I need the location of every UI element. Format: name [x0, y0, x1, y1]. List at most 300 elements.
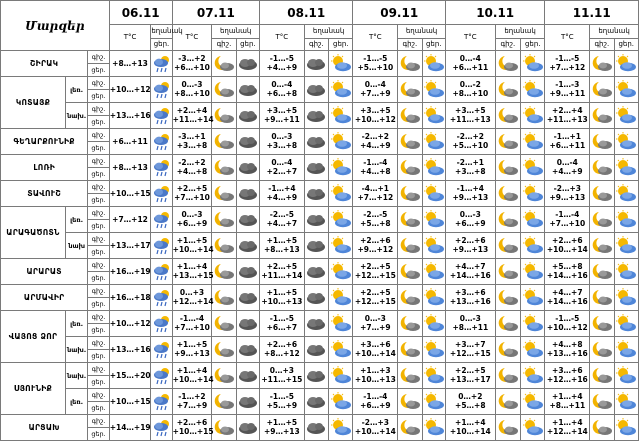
day-temperature: +4…+9	[266, 193, 298, 203]
sun-cloud-icon	[614, 207, 638, 233]
night-temperature: -1…+4	[268, 184, 296, 194]
night-label: գիշ.	[495, 39, 520, 51]
sun-cloud-icon	[521, 259, 545, 285]
sun-cloud-icon	[329, 389, 353, 415]
temperature-cell	[445, 155, 495, 181]
temperature-cell	[172, 233, 212, 259]
weather-header: եղանակ	[495, 25, 545, 39]
day-temperature: +16…+18	[109, 292, 151, 302]
temperature-cell	[109, 311, 151, 337]
day-temperature: +7…+9	[360, 89, 391, 99]
temperature-cell	[353, 311, 398, 337]
sun-cloud-icon	[422, 389, 445, 415]
sun-cloud-icon	[614, 415, 638, 441]
night-temperature: +1…+5	[266, 418, 298, 428]
moon-cloud-icon	[398, 207, 422, 233]
sun-cloud-icon	[329, 233, 353, 259]
table-row	[1, 207, 639, 220]
night-temperature: -1…-5	[555, 54, 580, 64]
day-temperature: +15…+20	[109, 370, 151, 380]
sun-cloud-icon	[521, 77, 545, 103]
night-temperature: -2…+2	[178, 158, 206, 168]
temperature-cell	[353, 129, 398, 155]
dark-cloud-icon	[236, 311, 259, 337]
day-temperature: +7…+9	[176, 401, 208, 411]
dark-cloud-icon	[304, 103, 328, 129]
night-temperature: +2…+6	[552, 236, 583, 246]
table-row	[1, 337, 639, 350]
sub-region-label: լեռ.	[66, 77, 88, 103]
temperature-cell	[445, 337, 495, 363]
temperature-cell	[353, 389, 398, 415]
night-label: գիշ.	[88, 311, 109, 324]
sun-cloud-icon	[422, 51, 445, 77]
dark-cloud-icon	[236, 415, 259, 441]
moon-cloud-icon	[398, 129, 422, 155]
table-row	[1, 233, 639, 246]
day-temperature: +11…+13	[546, 115, 588, 125]
dark-cloud-icon	[304, 363, 328, 389]
region-name: ՇԻՐԱԿ	[1, 51, 88, 77]
night-temperature: 0…+3	[179, 288, 205, 298]
temperature-header: T°C	[109, 25, 151, 51]
moon-cloud-icon	[212, 363, 236, 389]
day-label: ցեր.	[422, 39, 445, 51]
day-temperature: +8…+13	[264, 245, 300, 255]
temperature-cell	[260, 285, 305, 311]
day-temperature: +14…+16	[449, 271, 491, 281]
moon-cloud-icon	[495, 233, 520, 259]
moon-cloud-icon	[590, 207, 614, 233]
sun-cloud-icon	[329, 363, 353, 389]
sun-cloud-icon	[521, 181, 545, 207]
temperature-cell	[353, 155, 398, 181]
night-label: գիշ.	[88, 181, 109, 194]
temperature-cell	[172, 103, 212, 129]
day-temperature: +4…+8	[176, 167, 208, 177]
region-name: ԱՐՄԱՎԻՐ	[1, 285, 88, 311]
day-temperature: +7…+9	[360, 323, 391, 333]
temperature-cell	[445, 129, 495, 155]
date-header: 08.11	[260, 1, 353, 25]
moon-cloud-icon	[495, 155, 520, 181]
temperature-cell	[445, 77, 495, 103]
night-temperature: +2…+6	[266, 340, 298, 350]
day-temperature: +5…+8	[360, 219, 391, 229]
sun-cloud-icon	[614, 285, 638, 311]
temperature-cell	[109, 259, 151, 285]
moon-cloud-icon	[495, 363, 520, 389]
day-temperature: +9…+13	[174, 349, 210, 359]
day-temperature: +10…+14	[354, 349, 396, 359]
temperature-cell	[353, 337, 398, 363]
cloud-rain-icon	[151, 51, 172, 77]
moon-cloud-icon	[590, 129, 614, 155]
moon-cloud-icon	[398, 51, 422, 77]
moon-cloud-icon	[398, 285, 422, 311]
temperature-cell	[109, 389, 151, 415]
moon-cloud-icon	[590, 311, 614, 337]
day-temperature: +9…+13	[452, 193, 489, 203]
day-temperature: +13…+15	[172, 271, 214, 281]
day-label: ցեր.	[329, 39, 353, 51]
moon-cloud-icon	[212, 77, 236, 103]
temperature-cell	[260, 103, 305, 129]
weather-header: եղանակ	[590, 25, 639, 39]
sun-cloud-icon	[614, 363, 638, 389]
date-header: 11.11	[545, 1, 639, 25]
cloud-rain-icon	[151, 207, 172, 233]
dark-cloud-icon	[236, 337, 259, 363]
night-label: գիշ.	[88, 259, 109, 272]
temperature-cell	[445, 415, 495, 441]
dark-cloud-icon	[304, 389, 328, 415]
moon-cloud-icon	[398, 233, 422, 259]
table-row	[1, 389, 639, 402]
dark-cloud-icon	[304, 233, 328, 259]
moon-cloud-icon	[495, 181, 520, 207]
cloud-rain-icon	[151, 311, 172, 337]
night-label: գիշ.	[304, 39, 328, 51]
moon-cloud-icon	[590, 259, 614, 285]
night-temperature: +2…+6	[360, 236, 391, 246]
night-temperature: 0…-3	[364, 314, 386, 324]
day-temperature: +6…+9	[455, 219, 486, 229]
night-temperature: -2…-5	[269, 210, 294, 220]
temperature-cell	[109, 415, 151, 441]
day-temperature: +11…+13	[449, 115, 491, 125]
day-label: ցեր.	[88, 194, 109, 207]
moon-cloud-icon	[398, 415, 422, 441]
night-temperature: -2…-5	[363, 210, 388, 220]
night-temperature: -1…+1	[553, 132, 581, 142]
moon-cloud-icon	[495, 337, 520, 363]
night-temperature: -2…+2	[361, 132, 389, 142]
sub-region-label: լեռ.	[66, 207, 88, 233]
night-temperature: +1…+5	[176, 236, 208, 246]
temperature-cell	[445, 259, 495, 285]
temperature-cell	[109, 77, 151, 103]
weather-header: եղանակ	[304, 25, 353, 39]
night-temperature: +3…+5	[455, 106, 486, 116]
dark-cloud-icon	[236, 389, 259, 415]
dark-cloud-icon	[304, 311, 328, 337]
sun-cloud-icon	[329, 181, 353, 207]
night-temperature: 0…-3	[459, 314, 481, 324]
day-temperature: +6…+9	[360, 401, 391, 411]
temperature-cell	[172, 51, 212, 77]
cloud-rain-icon	[151, 389, 172, 415]
sun-cloud-icon	[521, 363, 545, 389]
cloud-rain-icon	[151, 77, 172, 103]
night-temperature: +2…+5	[360, 288, 391, 298]
temperature-cell	[545, 77, 590, 103]
night-temperature: -1…-4	[363, 392, 388, 402]
region-name: ԳԵՂԱՐՔՈՒՆԻՔ	[1, 129, 88, 155]
dark-cloud-icon	[236, 51, 259, 77]
temperature-cell	[260, 415, 305, 441]
temperature-header: T°C	[445, 25, 495, 51]
day-temperature: +10…+15	[109, 396, 151, 406]
sun-cloud-icon	[614, 337, 638, 363]
sun-cloud-icon	[329, 51, 353, 77]
night-label: գիշ.	[88, 103, 109, 116]
region-name: ԱՐԱՐԱՏ	[1, 259, 88, 285]
region-name: ՏԱՎՈՒՇ	[1, 181, 88, 207]
sun-cloud-icon	[422, 259, 445, 285]
night-temperature: +2…+5	[176, 184, 208, 194]
day-temperature: +4…+9	[360, 141, 391, 151]
day-label: ցեր.	[236, 39, 259, 51]
night-temperature: +3…+5	[266, 106, 298, 116]
moon-cloud-icon	[590, 415, 614, 441]
temperature-cell	[109, 181, 151, 207]
day-temperature: +11…+14	[261, 271, 303, 281]
moon-cloud-icon	[495, 129, 520, 155]
temperature-cell	[260, 77, 305, 103]
sun-cloud-icon	[521, 51, 545, 77]
sun-cloud-icon	[422, 207, 445, 233]
day-temperature: +3…+8	[455, 167, 486, 177]
temperature-cell	[109, 129, 151, 155]
dark-cloud-icon	[304, 337, 328, 363]
sun-cloud-icon	[521, 103, 545, 129]
day-temperature: +7…+10	[174, 193, 210, 203]
temperature-header: T°C	[353, 25, 398, 51]
temperature-cell	[445, 363, 495, 389]
moon-cloud-icon	[495, 415, 520, 441]
moon-cloud-icon	[398, 181, 422, 207]
cloud-rain-icon	[151, 285, 172, 311]
temperature-cell	[545, 415, 590, 441]
sun-cloud-icon	[422, 103, 445, 129]
day-temperature: +10…+14	[172, 245, 214, 255]
night-temperature: -1…-5	[555, 314, 580, 324]
sun-cloud-icon	[521, 207, 545, 233]
temperature-header: T°C	[172, 25, 212, 51]
temperature-cell	[353, 77, 398, 103]
sun-cloud-icon	[422, 363, 445, 389]
temperature-cell	[260, 389, 305, 415]
day-temperature: +8…+11	[452, 323, 489, 333]
temperature-cell	[353, 103, 398, 129]
sun-cloud-icon	[614, 233, 638, 259]
day-temperature: +6…+9	[176, 219, 208, 229]
day-label: ցեր.	[88, 64, 109, 77]
dark-cloud-icon	[304, 51, 328, 77]
night-temperature: -3…+1	[178, 132, 206, 142]
dark-cloud-icon	[236, 181, 259, 207]
night-temperature: 0…-4	[271, 158, 293, 168]
temperature-cell	[109, 337, 151, 363]
day-temperature: +11…+15	[261, 375, 303, 385]
day-temperature: +7…+10	[549, 219, 586, 229]
table-row	[1, 181, 639, 194]
cloud-rain-icon	[151, 415, 172, 441]
night-label: գիշ.	[88, 77, 109, 90]
night-label: գիշ.	[212, 39, 236, 51]
cloud-rain-icon	[151, 103, 172, 129]
moon-cloud-icon	[212, 51, 236, 77]
day-temperature: +4…+9	[266, 63, 298, 73]
night-temperature: +4…+8	[552, 340, 583, 350]
day-temperature: +10…+13	[261, 297, 303, 307]
night-temperature: +2…+6	[455, 236, 486, 246]
night-label: գիշ.	[88, 389, 109, 402]
night-temperature: -1…-4	[363, 158, 388, 168]
dark-cloud-icon	[236, 285, 259, 311]
night-temperature: -1…-5	[269, 392, 294, 402]
date-header: 06.11	[109, 1, 172, 25]
sun-cloud-icon	[422, 129, 445, 155]
day-temperature: +10…+12	[354, 115, 396, 125]
night-temperature: +2…+5	[455, 366, 486, 376]
temperature-cell	[260, 155, 305, 181]
night-label: գիշ.	[590, 39, 614, 51]
temperature-cell	[445, 389, 495, 415]
temperature-cell	[172, 207, 212, 233]
dark-cloud-icon	[236, 233, 259, 259]
day-label: ցեր.	[88, 376, 109, 389]
day-label: ցեր.	[88, 298, 109, 311]
sun-cloud-icon	[329, 103, 353, 129]
night-temperature: +2…+5	[266, 262, 298, 272]
sun-cloud-icon	[614, 103, 638, 129]
day-temperature: +12…+14	[172, 297, 214, 307]
moon-cloud-icon	[212, 181, 236, 207]
temperature-cell	[545, 233, 590, 259]
temperature-cell	[545, 389, 590, 415]
night-temperature: +4…+7	[455, 262, 486, 272]
temperature-cell	[445, 207, 495, 233]
night-temperature: -1…-5	[269, 314, 294, 324]
sun-cloud-icon	[422, 337, 445, 363]
sun-cloud-icon	[521, 311, 545, 337]
table-row	[1, 129, 639, 142]
night-temperature: +2…+5	[360, 262, 391, 272]
moon-cloud-icon	[495, 285, 520, 311]
day-temperature: +4…+8	[360, 167, 391, 177]
night-temperature: -2…+2	[456, 132, 484, 142]
moon-cloud-icon	[212, 285, 236, 311]
region-name: ԼՈՌԻ	[1, 155, 88, 181]
day-label: ցեր.	[88, 220, 109, 233]
night-temperature: -2…+1	[456, 158, 484, 168]
temperature-cell	[353, 181, 398, 207]
day-label: ցեր.	[88, 168, 109, 181]
sun-cloud-icon	[422, 285, 445, 311]
moon-cloud-icon	[590, 155, 614, 181]
day-temperature: +8…+12	[264, 349, 300, 359]
day-temperature: +10…+12	[546, 323, 588, 333]
day-temperature: +12…+16	[546, 375, 588, 385]
temperature-cell	[260, 233, 305, 259]
moon-cloud-icon	[495, 389, 520, 415]
day-temperature: +7…+12	[549, 63, 586, 73]
moon-cloud-icon	[495, 207, 520, 233]
moon-cloud-icon	[590, 181, 614, 207]
temperature-cell	[545, 311, 590, 337]
temperature-cell	[545, 103, 590, 129]
day-temperature: +12…+15	[354, 271, 396, 281]
day-temperature: +14…+19	[109, 422, 151, 432]
moon-cloud-icon	[398, 103, 422, 129]
night-temperature: -1…-4	[179, 314, 205, 324]
night-temperature: 0…-2	[459, 80, 481, 90]
night-temperature: +4…+7	[552, 288, 583, 298]
day-temperature: +5…+10	[357, 63, 394, 73]
day-temperature: +9…+12	[357, 245, 394, 255]
sun-cloud-icon	[422, 233, 445, 259]
temperature-cell	[445, 103, 495, 129]
temperature-header: T°C	[545, 25, 590, 51]
moon-cloud-icon	[590, 77, 614, 103]
table-row	[1, 51, 639, 64]
day-temperature: +8…+10	[452, 89, 489, 99]
moon-cloud-icon	[398, 389, 422, 415]
cloud-rain-icon	[151, 337, 172, 363]
day-temperature: +13…+16	[109, 344, 151, 354]
day-label: ցեր.	[88, 428, 109, 441]
moon-cloud-icon	[212, 415, 236, 441]
night-temperature: +2…+4	[552, 106, 583, 116]
night-temperature: -1…-5	[363, 54, 388, 64]
temperature-cell	[109, 155, 151, 181]
temperature-cell	[260, 363, 305, 389]
day-temperature: +7…+10	[174, 323, 210, 333]
table-row	[1, 77, 639, 90]
night-temperature: +1…+4	[176, 262, 208, 272]
dark-cloud-icon	[304, 155, 328, 181]
temperature-cell	[260, 337, 305, 363]
day-temperature: +6…+11	[112, 136, 148, 146]
day-temperature: +10…+13	[354, 375, 396, 385]
temperature-cell	[260, 181, 305, 207]
dark-cloud-icon	[236, 207, 259, 233]
temperature-cell	[109, 285, 151, 311]
moon-cloud-icon	[212, 207, 236, 233]
day-temperature: +9…+13	[549, 193, 586, 203]
sun-cloud-icon	[521, 415, 545, 441]
night-temperature: 0…-4	[459, 54, 481, 64]
dark-cloud-icon	[304, 77, 328, 103]
day-temperature: +14…+16	[546, 271, 588, 281]
sun-cloud-icon	[329, 129, 353, 155]
day-label: ցեր.	[88, 324, 109, 337]
temperature-cell	[545, 51, 590, 77]
temperature-cell	[353, 363, 398, 389]
day-temperature: +6…+11	[452, 63, 489, 73]
day-temperature: +7…+12	[357, 193, 394, 203]
region-header: Մարզեր	[1, 1, 110, 51]
day-temperature: +10…+14	[546, 245, 588, 255]
sun-cloud-icon	[329, 311, 353, 337]
temperature-cell	[172, 285, 212, 311]
night-temperature: +1…+4	[552, 418, 583, 428]
temperature-cell	[353, 233, 398, 259]
temperature-cell	[545, 285, 590, 311]
temperature-cell	[260, 51, 305, 77]
night-label: գիշ.	[88, 337, 109, 350]
day-label: ցեր.	[88, 90, 109, 103]
weather-header: եղանակ	[151, 25, 172, 39]
night-label: գիշ.	[88, 129, 109, 142]
night-temperature: -2…+3	[361, 418, 389, 428]
day-temperature: +8…+13	[112, 162, 148, 172]
night-temperature: +3…+6	[455, 288, 486, 298]
cloud-rain-icon	[151, 233, 172, 259]
night-temperature: +2…+4	[176, 106, 208, 116]
